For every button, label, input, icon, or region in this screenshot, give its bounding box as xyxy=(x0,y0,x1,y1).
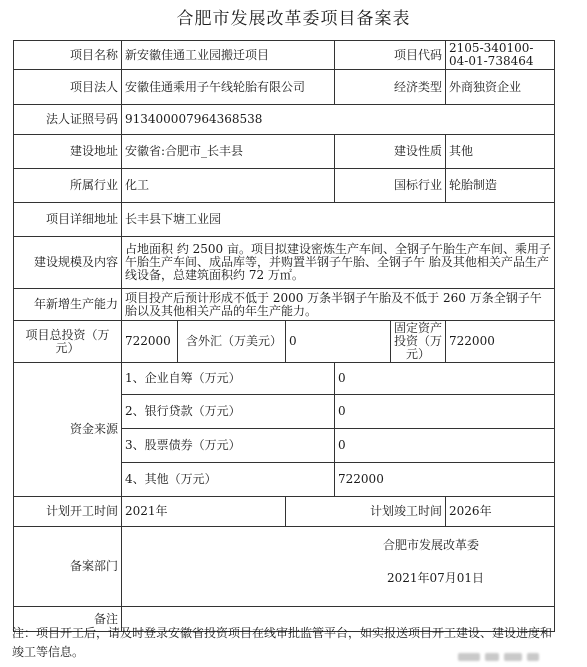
nature-label: 建设性质 xyxy=(335,135,446,169)
national-industry-value: 轮胎制造 xyxy=(446,169,555,203)
address-label: 项目详细地址 xyxy=(14,203,122,237)
industry-value: 化工 xyxy=(122,169,335,203)
blurred-watermark xyxy=(458,646,550,660)
econ-type-value: 外商独资企业 xyxy=(446,70,555,105)
cert-label: 法人证照号码 xyxy=(14,105,122,135)
scale-label: 建设规模及内容 xyxy=(14,237,122,289)
address-value: 长丰县下塘工业园 xyxy=(122,203,555,237)
total-invest-label: 项目总投资（万元） xyxy=(14,321,122,363)
fund-1-value: 0 xyxy=(335,363,555,395)
row-capacity xyxy=(14,289,555,321)
form-title: 合肥市发展改革委项目备案表 xyxy=(176,9,411,29)
cert-value: 913400007964368538 xyxy=(122,105,555,135)
fixed-invest-value: 722000 xyxy=(446,321,555,363)
filing-date: 2021年07月01日 xyxy=(386,571,485,585)
project-name-label: 项目名称 xyxy=(14,41,122,70)
foreign-label: 含外汇（万美元） xyxy=(178,321,286,363)
national-industry-label: 国标行业 xyxy=(335,169,446,203)
filing-signature xyxy=(122,527,555,607)
econ-type-label: 经济类型 xyxy=(335,70,446,105)
filing-table xyxy=(13,40,555,632)
row-address xyxy=(14,203,555,237)
project-code-value: 2105-340100-04-01-738464 xyxy=(446,41,555,70)
project-name-value: 新安徽佳通工业园搬迁项目 xyxy=(122,41,335,70)
remarks-label: 备注 xyxy=(14,607,122,632)
capacity-value: 项目投产后预计形成不低于 2000 万条半钢子午胎及不低于 260 万条全钢子午胎以及其他相关产品的年生产能力。 xyxy=(122,289,555,321)
fund-4-label: 4、其他（万元） xyxy=(122,463,335,497)
total-invest-value: 722000 xyxy=(122,321,178,363)
funds-label: 资金来源 xyxy=(14,363,122,497)
row-fund-1 xyxy=(14,363,555,395)
project-code-label: 项目代码 xyxy=(335,41,446,70)
scale-value: 占地面积 约 2500 亩。项目拟建设密炼生产车间、全钢子午胎生产车间、乘用子午胎生产车间、成品库等，并购置半钢子午胎、全钢子午 胎及其他相关产品生产线设备，总建筑面积约 72 万㎡。 xyxy=(122,237,555,289)
industry-label: 所属行业 xyxy=(14,169,122,203)
start-value: 2021年 xyxy=(122,497,286,527)
fixed-invest-label: 固定资产投资（万元） xyxy=(391,321,446,363)
row-schedule xyxy=(14,497,555,527)
site-label: 建设地址 xyxy=(14,135,122,169)
start-label: 计划开工时间 xyxy=(14,497,122,527)
fund-4-value: 722000 xyxy=(335,463,555,497)
row-legal-person xyxy=(14,70,555,105)
fund-3-label: 3、股票债券（万元） xyxy=(122,429,335,463)
end-value: 2026年 xyxy=(446,497,555,527)
row-site xyxy=(14,135,555,169)
fund-2-label: 2、银行贷款（万元） xyxy=(122,395,335,429)
row-cert xyxy=(14,105,555,135)
end-label: 计划竣工时间 xyxy=(286,497,446,527)
row-investment xyxy=(14,321,555,363)
legal-person-label: 项目法人 xyxy=(14,70,122,105)
fund-3-value: 0 xyxy=(335,429,555,463)
filing-label: 备案部门 xyxy=(14,527,122,607)
row-scale xyxy=(14,237,555,289)
row-filing xyxy=(14,527,555,607)
row-project-name xyxy=(14,41,555,70)
filing-org: 合肥市发展改革委 xyxy=(383,538,480,552)
capacity-label: 年新增生产能力 xyxy=(14,289,122,321)
fund-1-label: 1、企业自筹（万元） xyxy=(122,363,335,395)
row-industry xyxy=(14,169,555,203)
nature-value: 其他 xyxy=(446,135,555,169)
fund-2-value: 0 xyxy=(335,395,555,429)
footnote: 注：项目开工后，请及时登录安徽省投资项目在线审批监管平台，如实报送项目开工建设、建设进度和竣工等信息。 xyxy=(12,626,553,659)
foreign-value: 0 xyxy=(286,321,391,363)
site-value: 安徽省:合肥市_长丰县 xyxy=(122,135,335,169)
legal-person-value: 安徽佳通乘用子午线轮胎有限公司 xyxy=(122,70,335,105)
